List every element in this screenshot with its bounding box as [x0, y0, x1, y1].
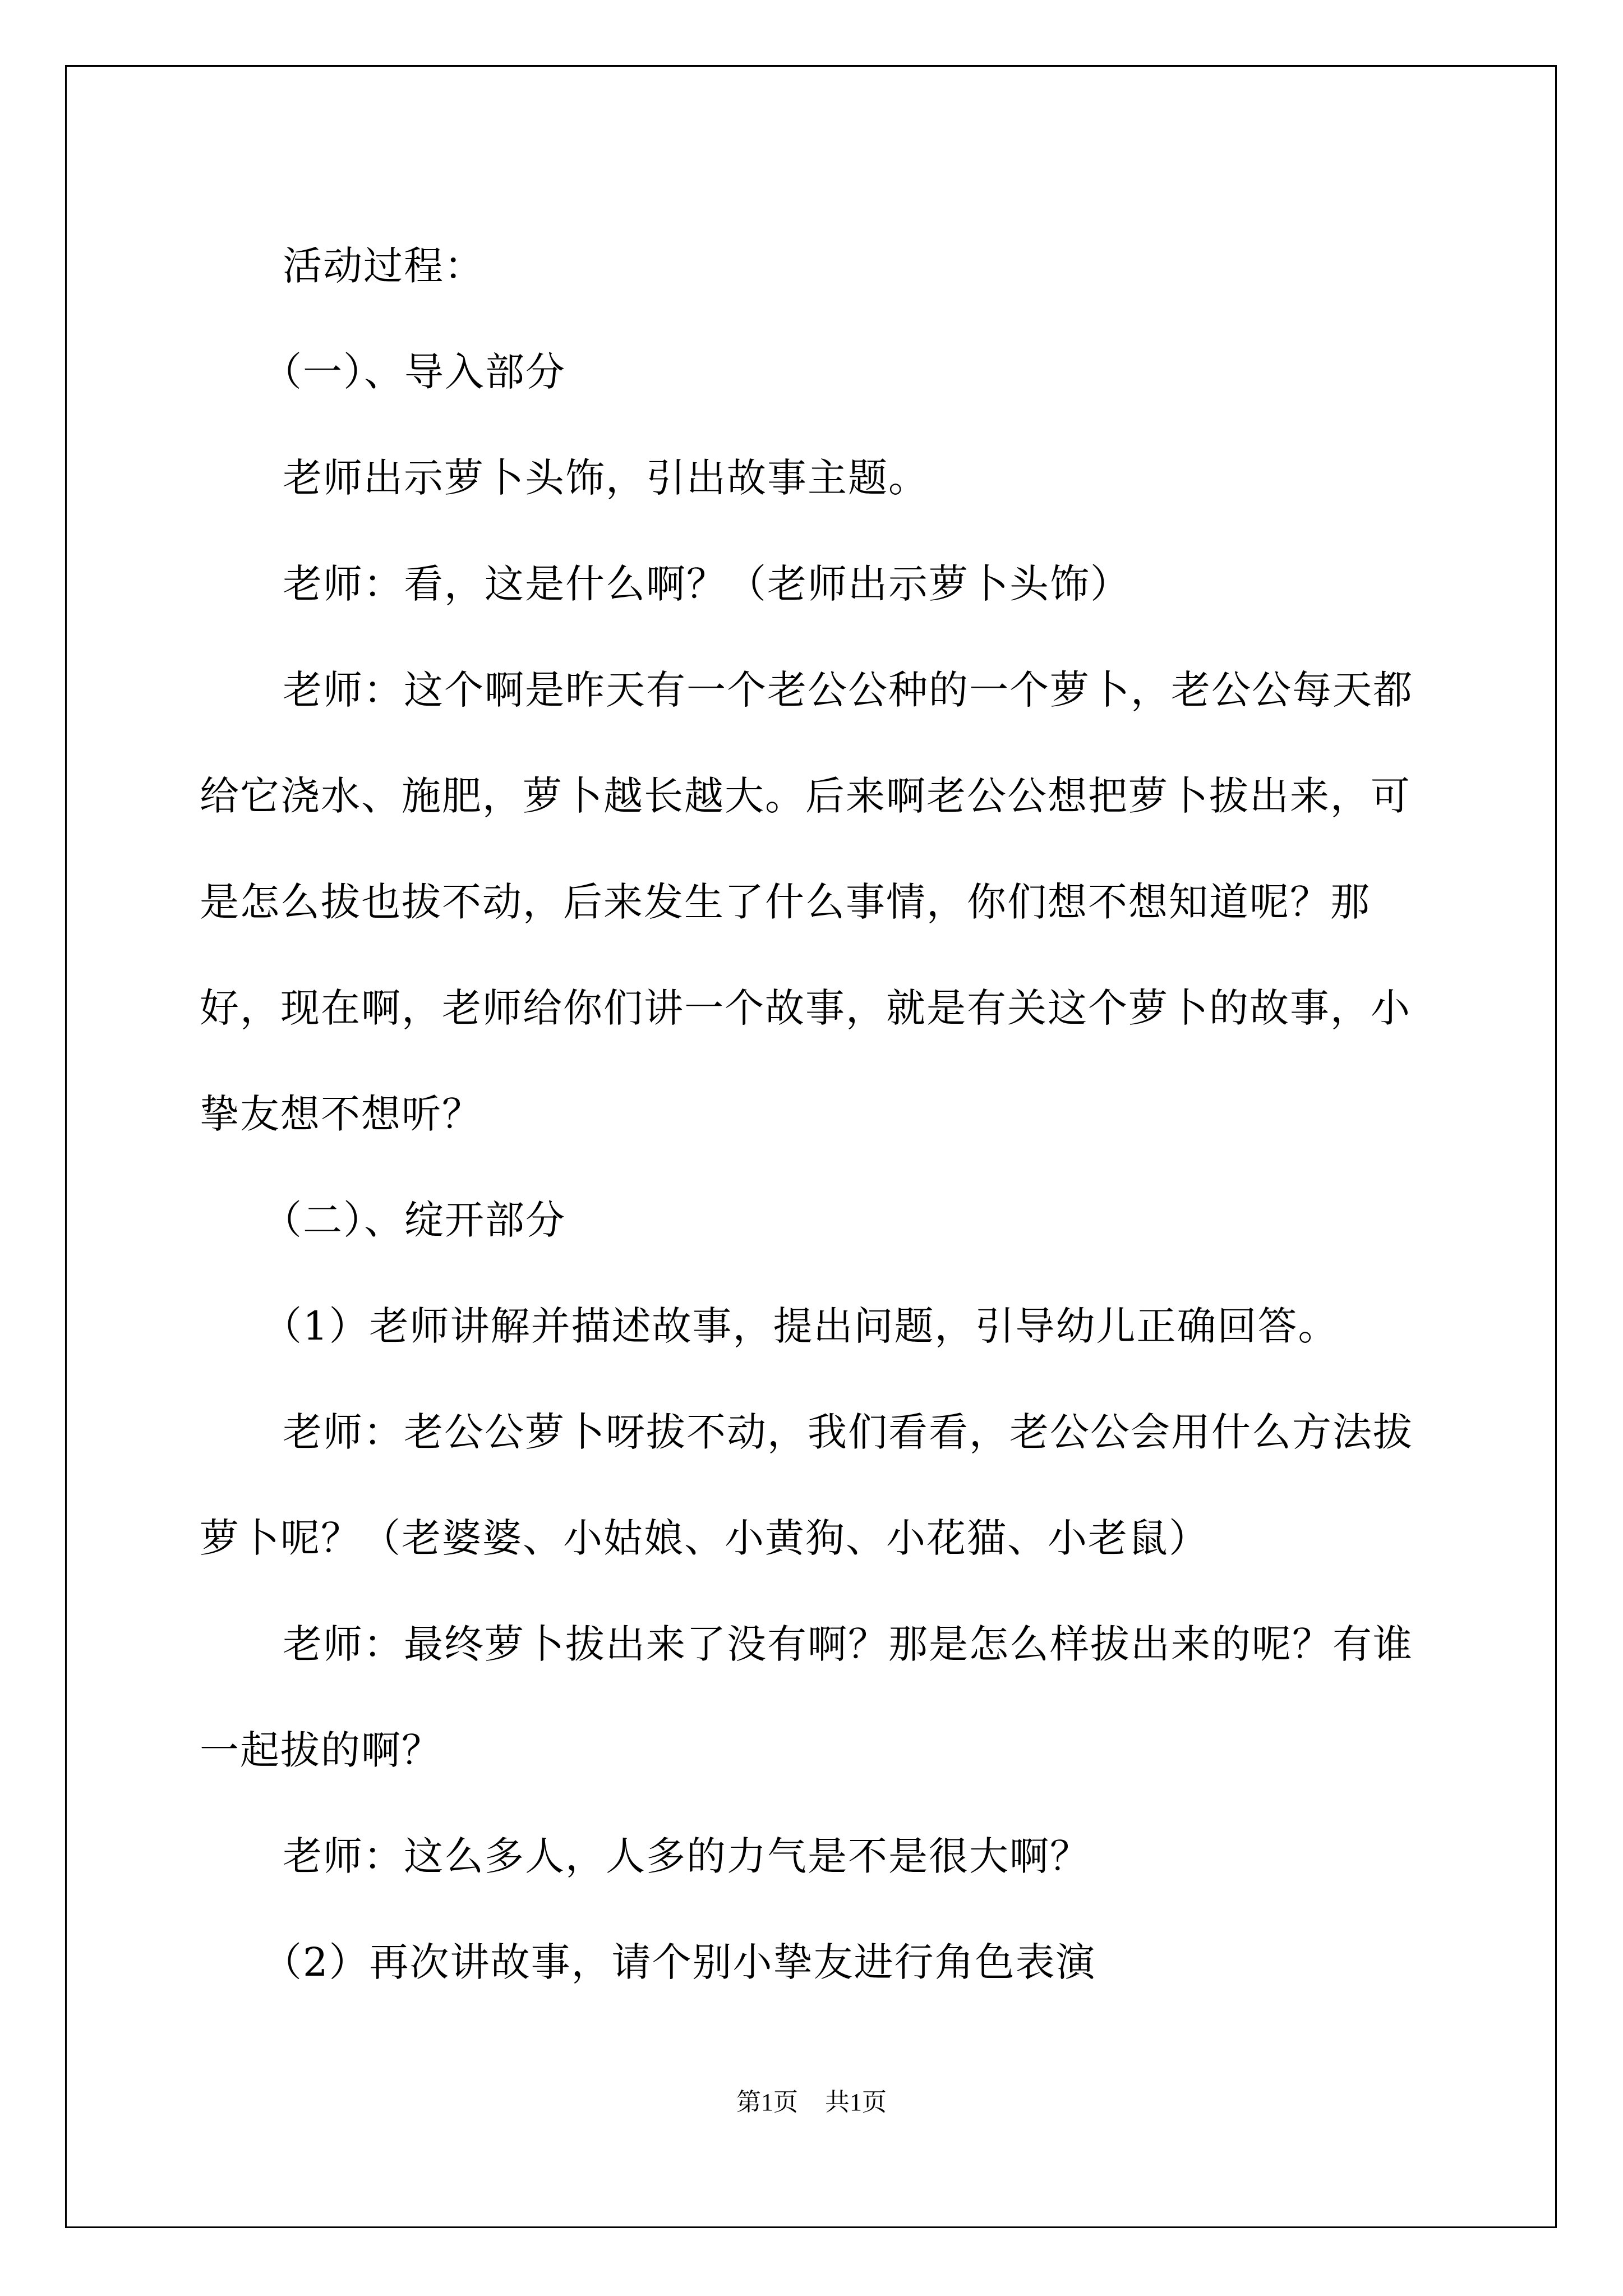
page-number-total: 共1页 — [825, 2088, 887, 2116]
paragraph-section-intro-heading: （一）、导入部分 — [262, 349, 566, 395]
paragraph-step-one: （1）老师讲解并描述故事，提出问题，引导幼儿正确回答。 — [262, 1303, 1339, 1349]
page-footer — [0, 2086, 1623, 2119]
paragraph-teacher-story-intro: 老师：这个啊是昨天有一个老公公种的一个萝卜，老公公每天都给它浇水、施肥，萝卜越长越大。后来啊老公公想把萝卜拔出来，可是怎么拔也拔不动，后来发生了什么事情，你们想不想知道呢？那好，现在啊，老师给你们讲一个故事，就是有关这个萝卜的故事，小挚友想不想听？ — [200, 667, 1413, 1137]
paragraph-teacher-question: 老师：看，这是什么啊？（老师出示萝卜头饰） — [283, 561, 1131, 607]
paragraph-step-two: （2）再次讲故事，请个别小挚友进行角色表演 — [262, 1939, 1096, 1985]
paragraph-teacher-method-question: 老师：老公公萝卜呀拔不动，我们看看，老公公会用什么方法拔萝卜呢？（老婆婆、小姑娘、小黄狗、小花猫、小老鼠） — [200, 1409, 1413, 1561]
page-number-current: 第1页 — [736, 2088, 798, 2116]
paragraph-activity-process: 活动过程： — [283, 243, 485, 289]
paragraph-teacher-result-question: 老师：最终萝卜拔出来了没有啊？那是怎么样拔出来的呢？有谁一起拔的啊？ — [200, 1621, 1413, 1773]
paragraph-section-development-heading: （二）、绽开部分 — [262, 1197, 566, 1243]
document-body — [200, 213, 1428, 2016]
paragraph-teacher-shows-headwear: 老师出示萝卜头饰，引出故事主题。 — [283, 455, 929, 501]
paragraph-teacher-strength-question: 老师：这么多人，人多的力气是不是很大啊？ — [283, 1833, 1090, 1879]
